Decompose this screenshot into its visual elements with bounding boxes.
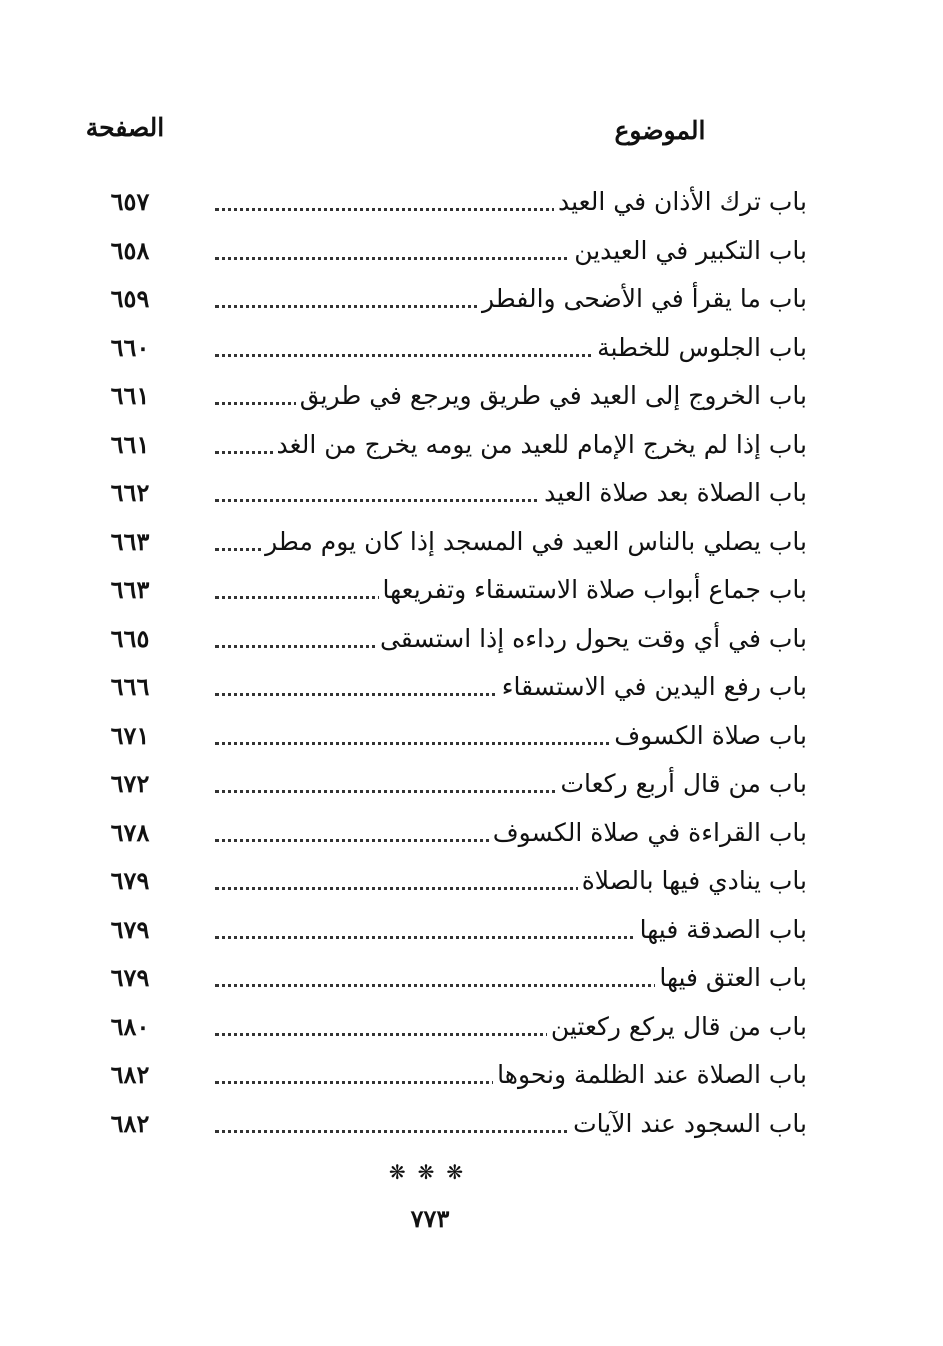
topic-column-header: الموضوع [614, 116, 706, 145]
toc-entry-page: ٦٦٠ [110, 332, 150, 362]
toc-entry [0, 714, 943, 758]
page-number: ٧٧٣ [410, 1204, 450, 1233]
toc-entry [0, 956, 943, 1000]
toc-entry-title: باب ترك الأذان في العيد [554, 180, 807, 224]
toc-entry-page: ٦٥٨ [110, 235, 150, 265]
toc-entry [0, 471, 943, 515]
toc-entry-page: ٦٧٩ [110, 866, 150, 895]
toc-entry-title: باب من قال أربع ركعات [556, 762, 807, 806]
toc-entry-title: باب من قال يركع ركعتين [547, 1005, 807, 1049]
toc-entry [0, 1053, 943, 1097]
toc-entry-page: ٦٦١ [110, 429, 150, 459]
section-end-ornament: ❋❋❋ [388, 1160, 476, 1184]
toc-entry-page: ٦٧٩ [110, 914, 150, 944]
toc-entry [0, 859, 943, 903]
toc-entry-title: باب يصلي بالناس العيد في المسجد إذا كان يوم مطر [261, 520, 807, 564]
toc-entry-page: ٦٦٦ [110, 672, 150, 701]
toc-entry-page: ٦٧٩ [110, 963, 150, 992]
toc-entry-title: باب الصلاة عند الظلمة ونحوها [493, 1053, 807, 1097]
toc-entry-title: باب صلاة الكسوف [610, 714, 807, 758]
toc-entry-page: ٦٦٥ [110, 623, 150, 653]
toc-entry-page: ٦٧١ [110, 720, 150, 750]
toc-entry-title: باب الخروج إلى العيد في طريق ويرجع في طريق [296, 374, 807, 418]
toc-entry-page: ٦٨٢ [110, 1060, 150, 1089]
toc-entry-title: باب التكبير في العيدين [570, 229, 807, 273]
toc-entry [0, 229, 943, 273]
toc-entry-title: باب في أي وقت يحول رداءه إذا استسقى [376, 617, 807, 661]
toc-entry [0, 762, 943, 806]
toc-entry-page: ٦٥٧ [110, 187, 150, 216]
toc-entry-page: ٦٦٣ [110, 526, 150, 556]
toc-entry-title: باب القراءة في صلاة الكسوف [489, 811, 807, 855]
toc-entry [0, 665, 943, 709]
toc-entry [0, 326, 943, 370]
toc-entry [0, 374, 943, 418]
toc-entry-page: ٦٧٨ [110, 817, 150, 847]
toc-entry [0, 811, 943, 855]
page-column-header: الصفحة [85, 113, 165, 142]
toc-entry-page: ٦٧٢ [110, 769, 150, 798]
toc-entry [0, 908, 943, 952]
toc-entry-title: باب ينادي فيها بالصلاة [578, 859, 807, 903]
toc-entry [0, 277, 943, 321]
toc-entry-page: ٦٨٠ [110, 1011, 150, 1041]
toc-entry-title: باب الجلوس للخطبة [593, 326, 807, 370]
toc-entry [0, 520, 943, 564]
toc-entry [0, 423, 943, 467]
toc-entry [0, 617, 943, 661]
toc-entry-title: باب السجود عند الآيات [569, 1102, 807, 1146]
toc-entry-title: باب جماع أبواب صلاة الاستسقاء وتفريعها [379, 568, 807, 612]
toc-entry-page: ٦٦٢ [110, 478, 150, 507]
toc-entry-page: ٦٦٣ [110, 575, 150, 604]
toc-entry-page: ٦٨٢ [110, 1108, 150, 1138]
toc-entry [0, 180, 943, 224]
toc-entry-title: باب إذا لم يخرج الإمام للعيد من يومه يخرج من الغد [273, 423, 807, 467]
toc-entry-title: باب العتق فيها [655, 956, 807, 1000]
toc-entry [0, 568, 943, 612]
toc-entry [0, 1005, 943, 1049]
toc-entry-page: ٦٥٩ [110, 284, 150, 313]
toc-entry-title: باب ما يقرأ في الأضحى والفطر [478, 277, 807, 321]
toc-entry [0, 1102, 943, 1146]
toc-entry-page: ٦٦١ [110, 381, 150, 410]
toc-entry-title: باب الصدقة فيها [636, 908, 807, 952]
toc-entry-title: باب رفع اليدين في الاستسقاء [498, 665, 807, 709]
toc-entry-title: باب الصلاة بعد صلاة العيد [540, 471, 807, 515]
